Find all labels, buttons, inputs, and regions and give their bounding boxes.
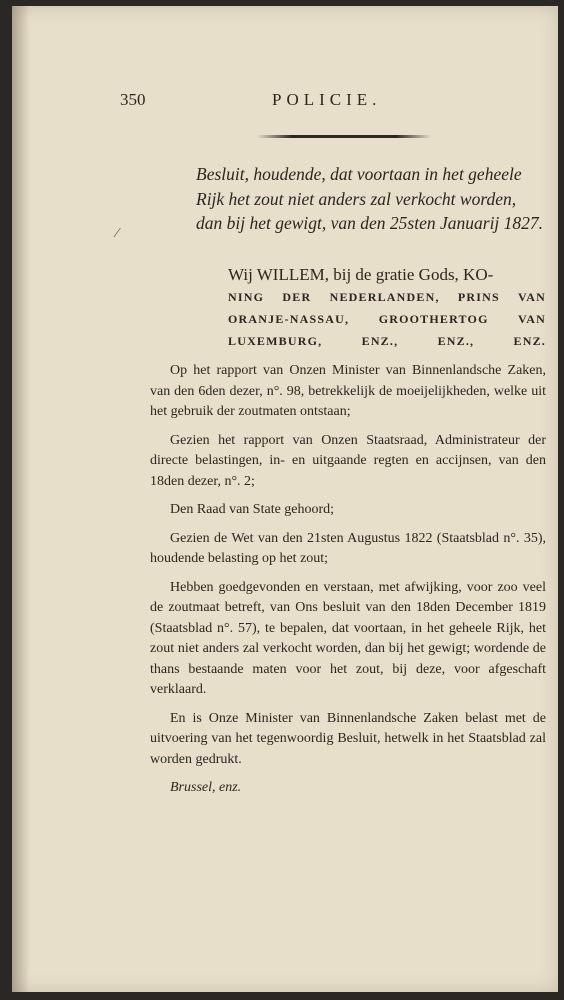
preamble-titles: NING DER NEDERLANDEN, PRINS VAN ORANJE-NASSAU, GROOTHERTOG VAN LUXEMBURG, ENZ., ENZ., ENZ. <box>228 290 546 348</box>
paragraph-report-staatsraad: Gezien het rapport van Onzen Staatsraad, Administrateur der directe belastingen, in- en uitgaande regten en accijnsen, van den 18den dezer, n°. 2; <box>150 432 546 489</box>
paragraph-execution: En is Onze Minister van Binnenlandsche Zaken belast met de uitvoering van het tegenwoordig Besluit, hetwelk in het Staatsblad zal worden gedrukt. <box>150 710 546 767</box>
book-page <box>12 6 558 992</box>
closing-place: Brussel, enz. <box>170 780 242 795</box>
paragraph-raad-van-state: Den Raad van State gehoord; <box>170 502 335 517</box>
margin-mark: ⁄ <box>116 226 119 241</box>
royal-preamble <box>228 264 546 352</box>
running-head: POLICIE. <box>272 90 382 109</box>
preamble-line-1: Wij WILLEM, bij de gratie Gods, KO- <box>228 265 494 284</box>
page-header <box>12 90 558 114</box>
page-number: 350 <box>120 90 146 109</box>
paragraph-wet: Gezien de Wet van den 21sten Augustus 1822 (Staatsblad n°. 35), houdende belasting op het zout; <box>150 530 546 566</box>
decree-title: Besluit, houdende, dat voortaan in het geheele Rijk het zout niet anders zal verkocht worden, dan bij het gewigt, van den 25sten Januarij 1827. <box>196 164 544 233</box>
decorative-rule <box>257 135 431 138</box>
paragraph-decision: Hebben goedgevonden en verstaan, met afwijking, voor zoo veel de zoutmaat betreft, van Ons besluit van den 18den December 1819 (Staatsblad n°. 57), te bepalen, dat voortaan, in het geheele Rijk, het zout niet anders zal verkocht worden, dan bij het gewigt; wordende de thans bestaande maten voor het zout, bij deze, voor afgeschaft verklaard. <box>150 579 546 697</box>
paragraph-report-minister: Op het rapport van Onzen Minister van Binnenlandsche Zaken, van den 6den dezer, n°. 98, betrekkelijk de moeijelijkheden, welke uit het gebruik der zoutmaten ontstaan; <box>150 363 546 419</box>
page-gutter-shadow <box>12 6 30 992</box>
decree-body <box>150 361 546 807</box>
